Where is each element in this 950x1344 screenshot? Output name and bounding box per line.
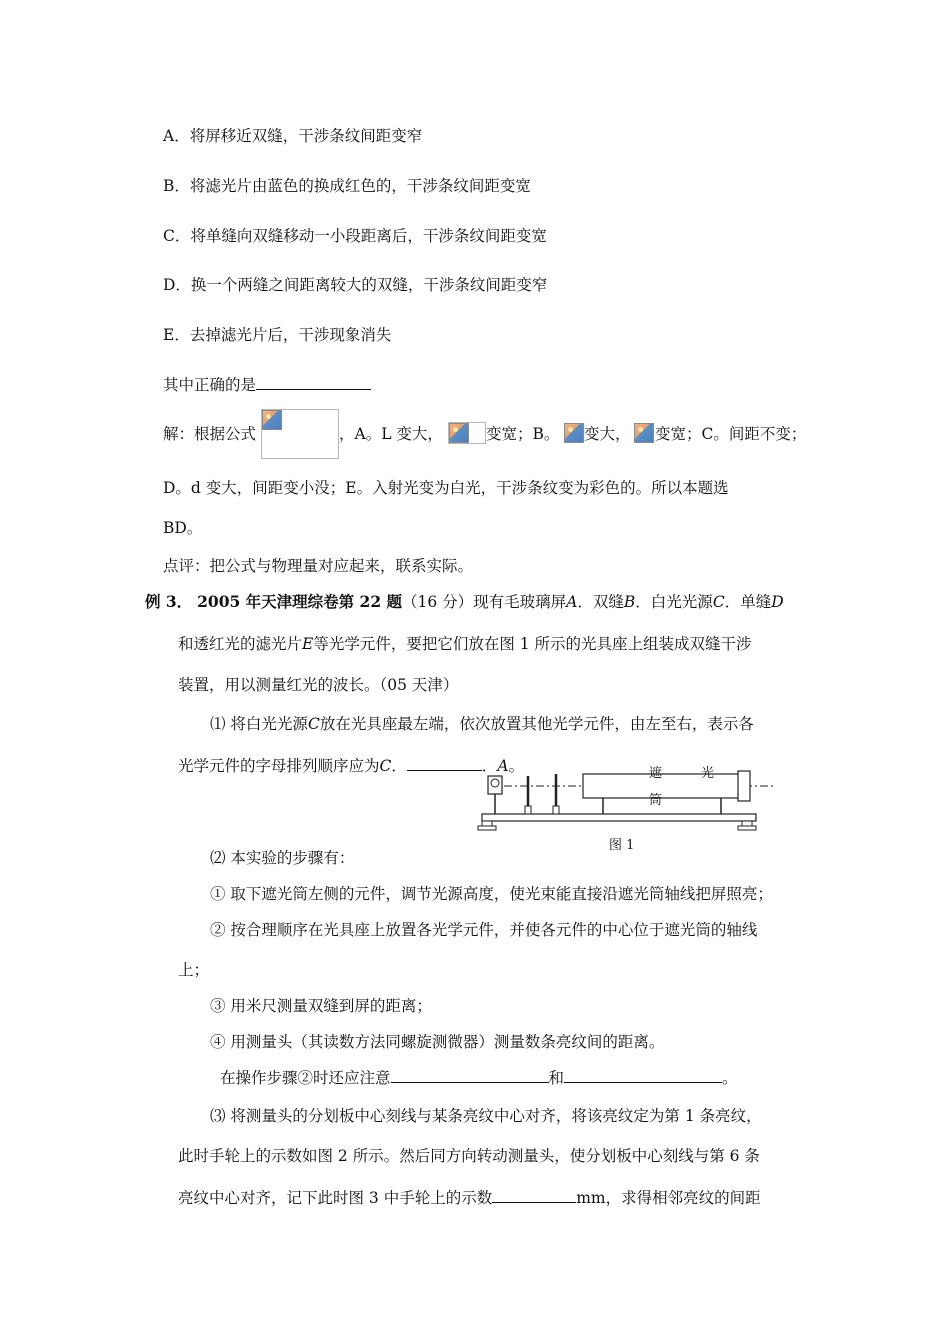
option-d: D．换一个两缝之间距离较大的双缝，干涉条纹间距变窄 (163, 276, 548, 294)
example-line2: 和透红光的滤光片E等光学元件，要把它们放在图 1 所示的光具座上组装成双缝干涉 (178, 635, 752, 653)
image-placeholder-icon (564, 423, 584, 443)
image-placeholder-icon (449, 423, 469, 443)
part2-intro: ⑵ 本实验的步骤有： (210, 849, 355, 867)
order-blank (407, 756, 482, 771)
symbol-image-1 (448, 422, 486, 444)
note-blank-2 (564, 1068, 722, 1083)
element-base-1 (525, 806, 531, 814)
solution-seg3: 变大， (584, 425, 631, 443)
solution-seg1: ，A。L 变大， (339, 425, 443, 443)
bench-foot-left (482, 821, 492, 826)
figure-1-caption: 图 1 (609, 838, 635, 853)
figure-1-optical-bench (476, 760, 776, 840)
element-base-2 (553, 806, 559, 814)
bench-foot-right-base (738, 826, 756, 830)
bench-foot-right (742, 821, 752, 826)
correct-prompt: 其中正确的是 (163, 375, 371, 395)
formula-image (261, 409, 339, 459)
part2-note: 在操作步骤②时还应注意 和 。 (220, 1069, 738, 1087)
option-e: E．去掉滤光片后，干涉现象消失 (163, 326, 392, 344)
part2-step4: ④ 用测量头（其读数方法同螺旋测微器）测量数条亮纹间的距离。 (210, 1033, 665, 1051)
bench-foot-left-base (478, 826, 496, 830)
tube-end-screen (738, 771, 750, 801)
option-a: A．将屏移近双缝，干涉条纹间距变窄 (163, 127, 423, 145)
image-placeholder-icon (262, 410, 282, 430)
part2-step2: ② 按合理顺序在光具座上放置各光学元件，并使各元件的中心位于遮光筒的轴线 (210, 921, 758, 939)
tube-label-3: 筒 (649, 793, 663, 808)
tube-label-1: 遮 (649, 766, 663, 781)
part3-line2: 此时手轮上的示数如图 2 所示。然后同方向转动测量头，使分划板中心刻线与第 6 条 (178, 1147, 760, 1165)
solution-line2: D。d 变大，间距变小没；E。入射光变为白光，干涉条纹变为彩色的。所以本题选 (163, 479, 729, 497)
part2-step1: ① 取下遮光筒左侧的元件，调节光源高度，使光束能直接沿遮光筒轴线把屏照亮； (210, 885, 773, 903)
reading-blank (492, 1188, 576, 1203)
example-line1: 例 3． 2005 年天津理综卷第 22 题（16 分）现有毛玻璃屏A．双缝B．白光光源C．单缝D (145, 592, 784, 611)
solution-lead: 解：根据公式 (163, 425, 257, 443)
comment: 点评：把公式与物理量对应起来，联系实际。 (163, 557, 474, 575)
option-c: C．将单缝向双缝移动一小段距离后，干涉条纹间距变宽 (163, 227, 547, 245)
image-placeholder-icon (634, 423, 654, 443)
part3-line3: 亮纹中心对齐，记下此时图 3 中手轮上的示数 mm，求得相邻亮纹的间距 (178, 1189, 761, 1207)
solution-seg2: 变宽；B。 (486, 425, 560, 443)
bench-rail (482, 814, 756, 821)
answer-blank (256, 375, 371, 390)
light-shield-tube (583, 774, 743, 798)
part2-step3: ③ 用米尺测量双缝到屏的距离； (210, 997, 432, 1015)
solution-line3: BD。 (163, 519, 203, 537)
option-b: B．将滤光片由蓝色的换成红色的，干涉条纹间距变宽 (163, 177, 531, 195)
part2-step2-cont: 上； (178, 961, 210, 979)
solution-seg4: 变宽；C。间距不变； (655, 425, 807, 443)
light-source-bulb (491, 779, 499, 787)
part1-line2: 光学元件的字母排列顺序应为C． ．A。 (178, 757, 525, 775)
example-line3: 装置，用以测量红光的波长。（05 天津） (178, 676, 459, 694)
part1-line1: ⑴ 将白光光源C放在光具座最左端，依次放置其他光学元件，由左至右，表示各 (210, 715, 754, 733)
tube-label-2: 光 (701, 766, 715, 781)
note-blank-1 (391, 1068, 549, 1083)
part3-line1: ⑶ 将测量头的分划板中心刻线与某条亮纹中心对齐，将该亮纹定为第 1 条亮纹， (210, 1107, 762, 1125)
